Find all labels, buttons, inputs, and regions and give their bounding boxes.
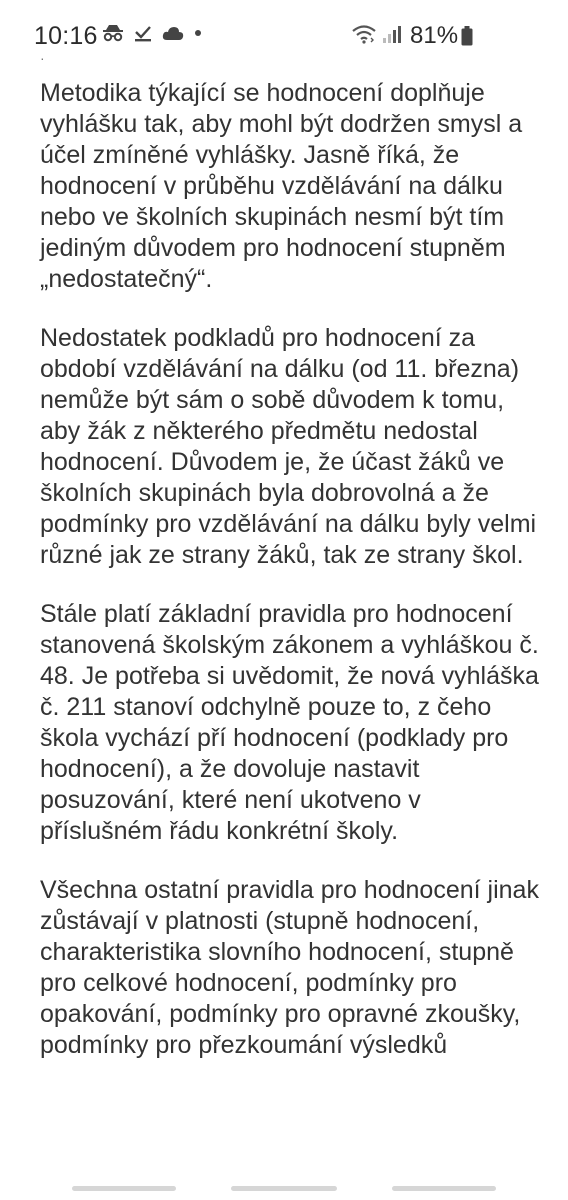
article-paragraph: Nedostatek podkladů pro hodnocení za období vzdělávání na dálku (od 11. března) nemůže být sám o sobě důvodem k tomu, aby žák z některého předmětu nedostal hodnocení. Důvodem je, že účast žáků ve školních skupinách byla dobrovolná a že podmínky pro vzdělávání na dálku byly velmi různé jak ze strany žáků, tak ze strany škol. [40, 324, 537, 569]
article-paragraph: Metodika týkající se hodnocení doplňuje vyhlášku tak, aby mohl být dodržen smysl a účel zmíněné vyhlášky. Jasně říká, že hodnocení v průběhu vzdělávání na dálku nebo ve školních skupinách nesmí být tím jediným důvodem pro hodnocení stupněm „nedostatečný“. [40, 79, 523, 293]
download-done-icon [134, 24, 152, 42]
incognito-icon [102, 24, 124, 42]
scroll-dot: · [40, 50, 45, 66]
article-paragraph: Všechna ostatní pravidla pro hodnocení jinak zůstávají v platnosti (stupně hodnocení, charakteristika slovního hodnocení, stupně pro celkové hodnocení, podmínky pro opakování, podmínky pro opravné zkoušky, podmínky pro přezkoumání výsledků [40, 876, 539, 1059]
article-body [40, 78, 540, 1089]
wifi-icon [352, 24, 376, 44]
dot-icon [194, 29, 202, 37]
nav-back-handle[interactable] [392, 1186, 496, 1191]
signal-icon [382, 24, 404, 44]
nav-home-handle[interactable] [231, 1186, 337, 1191]
battery-percent: 81% [410, 22, 459, 49]
battery-icon [461, 26, 473, 46]
nav-recents-handle[interactable] [72, 1186, 176, 1191]
notification-icons [102, 24, 202, 42]
system-icons [352, 24, 404, 44]
cloud-icon [162, 25, 184, 41]
navigation-bar [0, 1178, 568, 1200]
article-paragraph: Stále platí základní pravidla pro hodnocení stanovená školským zákonem a vyhláškou č. 48. Je potřeba si uvědomit, že nová vyhláška č. 211 stanoví odchylně pouze to, z čeho škola vychází pří hodnocení (podklady pro hodnocení), a že dovoluje nastavit posuzování, které není ukotveno v příslušném řádu konkrétní školy. [40, 600, 539, 845]
status-bar [0, 0, 568, 74]
status-time: 10:16 [34, 22, 98, 50]
